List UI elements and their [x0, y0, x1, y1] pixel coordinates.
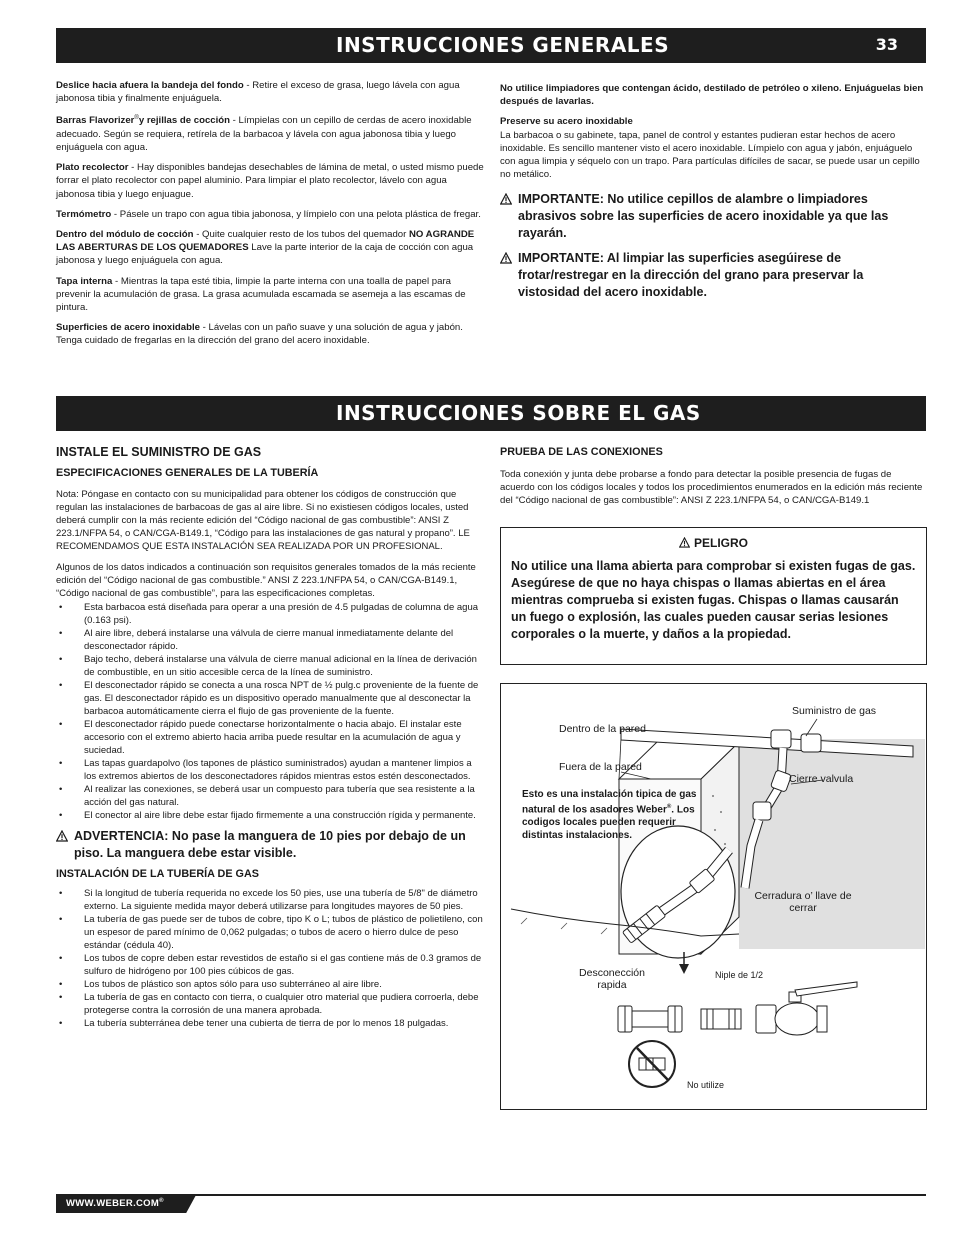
- paragraph-connection-test: Toda conexión y junta debe probarse a fondo para detectar la posible presencia de fugas de acuerdo con los códigos locales y todos los procedimientos enumerados en la edición más reciente del “Código nacional de gas combustible”: ANSI Z 223.1/NFPA 54, o CAN/CGA-B149.1: [500, 469, 923, 506]
- paragraph-note: Nota: Póngase en contacto con su municipalidad para obtener los códigos de construcción que regulan las instalaciones de barbacoas de gas al aire libre. Si no existiesen códigos locales, usted deberá cumplir con la más reciente edición del “Código nacional de gas combustible”: ANSI Z 223.1/NFPA 54, o CAN/CGA-B149.1, “Código para las instalaciones de gas natural y propano”. LE RECOMENDAMOS QUE ESTA INSTALACIÓN SEA REALIZADA POR UN PROFESIONAL.: [56, 489, 470, 552]
- label-inside-wall: Dentro de la pared: [559, 723, 646, 735]
- paragraph-drip-tray: Plato recolector - Hay disponibles bandejas desechables de lámina de metal, o usted mismo puede forrar el plato recolector con papel aluminio. Para limpiar el plato recolector, lávelo con agua jabonosa tibia y luego enjuague.: [56, 162, 484, 200]
- gas-instructions-left: [56, 446, 486, 1030]
- gas-instructions-right: [500, 446, 926, 514]
- warning-hose: ADVERTENCIA: No pase la manguera de 10 pies por debajo de un piso. La manguera debe estar visible.: [56, 828, 486, 862]
- warning-icon: [679, 537, 690, 548]
- list-item: • Si la longitud de tubería requerida no excede los 50 pies, use una tubería de 5/8" de diámetro externo. La siguiente medida mayor deberá utilizarse para longitudes mayores de 50 pies.: [56, 887, 486, 913]
- section-title: INSTRUCCIONES GENERALES: [336, 33, 670, 57]
- gas-installation-diagram: [500, 683, 927, 1110]
- paragraph-requirements: Algunos de los datos indicados a continuación son requisitos generales tomados de la más reciente edición del “Código nacional de gas combustible.” ANSI Z 223.1/NFPA 54, o CAN/CGA-B149.1, “Código nacional de gas combustible”, para las especificaciones completas.: [56, 562, 476, 599]
- paragraph-inner-lid: Tapa interna - Mientras la tapa esté tibia, limpie la parte interna con una toalla de papel para prevenir la acumulación de grasa. La grasa acumulada escamada se asemeja a las escamas de pintura.: [56, 275, 466, 314]
- general-instructions-left: [56, 79, 484, 355]
- list-item: • Las tapas guardapolvo (los tapones de plástico suministrados) ayudan a mantener limpios a los extremos abiertos de los desconectadores rápidos mientras estos estén desconectados.: [56, 757, 486, 783]
- important-note-brushes: IMPORTANTE: No utilice cepillos de alambre o limpiadores abrasivos sobre las superficies de acero inoxidable ya que las rayarán.: [500, 191, 926, 242]
- installation-illustration: [501, 684, 927, 1110]
- paragraph-cook-box: Dentro del módulo de cocción - Quite cualquier resto de los tubos del quemador NO AGRANDE LAS ABERTURAS DE LOS QUEMADORES Lave la parte interior de la caja de cocción con agua jabonosa y luego enjuáguela con agua.: [56, 229, 475, 267]
- warning-icon: [56, 830, 68, 842]
- paragraph-stainless-surfaces: Superficies de acero inoxidable - Lávelas con un paño suave y una solución de agua y jabón. Tenga cuidado de fregarlas en la dirección del grano del acero inoxidable.: [56, 322, 463, 347]
- list-item: • La tubería de gas puede ser de tubos de cobre, tipo K o L; tubos de plástico de polietileno, con un espesor de pared mínimo de 0,062 pulgadas; o tubos de acero o hierro dulce de peso estándar (cédula 40).: [56, 913, 486, 952]
- paragraph-no-acid-cleaners: No utilice limpiadores que contengan ácido, destilado de petróleo o xileno. Enjuáguelas bien después de lavarlas.: [500, 83, 924, 108]
- list-item: • La tubería de gas en contacto con tierra, o cualquier otro material que pudiera corroerla, debe protegerse contra la corrosión de una manera aprobada.: [56, 991, 486, 1017]
- prohibited-symbol-icon: [629, 1041, 675, 1087]
- spec-list: [56, 601, 486, 822]
- installation-list: [56, 887, 486, 1030]
- heading-connection-test: PRUEBA DE LAS CONEXIONES: [500, 446, 663, 458]
- section-title: INSTRUCCIONES SOBRE EL GAS: [336, 401, 701, 425]
- label-nipple: Niple de 1/2: [715, 970, 764, 980]
- section-header-general: [56, 28, 926, 63]
- label-gas-supply: Suministro de gas: [792, 705, 877, 717]
- list-item: • Al aire libre, deberá instalarse una válvula de cierre manual inmediatamente delante del desconectador rápido.: [56, 627, 486, 653]
- list-item: • Esta barbacoa está diseñada para operar a una presión de 4.5 pulgadas de columna de agua (0.163 psi).: [56, 601, 486, 627]
- general-instructions-right: [500, 82, 926, 309]
- paragraph-preserve-steel: Preserve su acero inoxidable La barbacoa o su gabinete, tapa, panel de control y estantes pudieran estar hechos de acero inoxidable. Es sencillo mantener visto el acero inoxidable. Límpielo con agua y jabón, enjuáguelo con agua limpia y séquelo con un trapo. Para partículas difíciles de sacar, se puede usar un cepillo no metálico.: [500, 116, 920, 181]
- danger-heading: PELIGRO: [511, 536, 916, 550]
- label-lock-valve: Cerradura o’ llave de cerrar: [754, 890, 852, 914]
- shutoff-valve-part: [756, 982, 857, 1035]
- list-item: • El desconectador rápido se conecta a una rosca NPT de ½ pulg.c proveniente de la fuente de gas. El desconectador rápido es un dispositivo operado manualmente que al desconectar la barbacoa automáticamente cierra el flujo de gas proveniente de la fuente.: [56, 679, 486, 718]
- list-item: • Bajo techo, deberá instalarse una válvula de cierre manual adicional en la línea de derivación de combustible, en un sitio accesible cerca de la línea de suministro.: [56, 653, 486, 679]
- list-item: • Los tubos de plástico son aptos sólo para uso subterráneo al aire libre.: [56, 978, 486, 991]
- danger-box: [500, 527, 927, 665]
- list-item: • Los tubos de copre deben estar revestidos de estaño si el gas contiene más de 0.3 gramos de sulfuro de hidrógeno por 100 pies cúbicos de gas.: [56, 952, 486, 978]
- page-number: 33: [875, 35, 898, 54]
- heading-install-supply: INSTALE EL SUMINISTRO DE GAS: [56, 445, 262, 459]
- paragraph-thermometer: Termómetro - Pásele un trapo con agua tibia jabonosa, y límpielo con una pelota plástica de fregar.: [56, 208, 481, 220]
- danger-text: No utilice una llama abierta para comprobar si existen fugas de gas. Asegúrese de que no haya chispas o llamas abiertas en el área mientras comprueba si existen fugas. Chispas o llamas causarán un fuego o explosión, las cuales pueden causar serias lesiones corporales o la muerte, y daños a la propiedad.: [511, 559, 916, 641]
- paragraph-bottom-tray: Deslice hacia afuera la bandeja del fondo - Retire el exceso de grasa, luego lávela con agua jabonosa tibia y finalmente enjuáguela.: [56, 80, 460, 105]
- list-item: • La tubería subterránea debe tener una cubierta de tierra de por lo menos 18 pulgadas.: [56, 1017, 486, 1030]
- label-shutoff-valve: Cierre valvula: [789, 773, 854, 785]
- list-item: • El conector al aire libre debe estar fijado firmemente a una construcción rígida y permanente.: [56, 809, 486, 822]
- quick-disconnect-part: [618, 1006, 682, 1032]
- important-note-grain: IMPORTANTE: Al limpiar las superficies asegúirese de frotar/restregar en la dirección del grano para preservar la vistosidad del acero inoxidable.: [500, 250, 926, 301]
- label-quick-disconnect: Desconección rapida: [579, 967, 645, 991]
- heading-pipe-installation: INSTALACIÓN DE LA TUBERÍA DE GAS: [56, 868, 259, 880]
- list-item: • Al realizar las conexiones, se deberá usar un compuesto para tubería que sea resistente a la acción del gas natural.: [56, 783, 486, 809]
- list-item: • El desconectador rápido puede conectarse horizontalmente o hacia abajo. El instalar este accesorio con el extremo abierto hacia arriba puede resultar en la acumulación de agua y suciedad.: [56, 718, 486, 757]
- warning-icon: [500, 252, 512, 264]
- nipple-part: [701, 1009, 741, 1029]
- installation-note: Esto es una instalación tipica de gas natural de los asadores Weber®. Los codigos locales pueden requerir distintas instalaciones.: [522, 789, 697, 842]
- warning-icon: [500, 193, 512, 205]
- label-do-not-use: No utilize: [687, 1080, 725, 1090]
- section-header-gas: [56, 396, 926, 431]
- label-outside-wall: Fuera de la pared: [559, 761, 642, 773]
- footer-url[interactable]: WWW.WEBER.COM®: [66, 1198, 164, 1210]
- paragraph-flavorizer-bars: Barras Flavorizer®y rejillas de cocción - Límpielas con un cepillo de cerdas de acero inoxidable adecuado. Según se requiera, retírela de la barbacoa y lávela con agua jabonosa tibia y luego enjuáguela con agua.: [56, 115, 472, 153]
- heading-pipe-specs: ESPECIFICACIONES GENERALES DE LA TUBERÍA: [56, 467, 319, 479]
